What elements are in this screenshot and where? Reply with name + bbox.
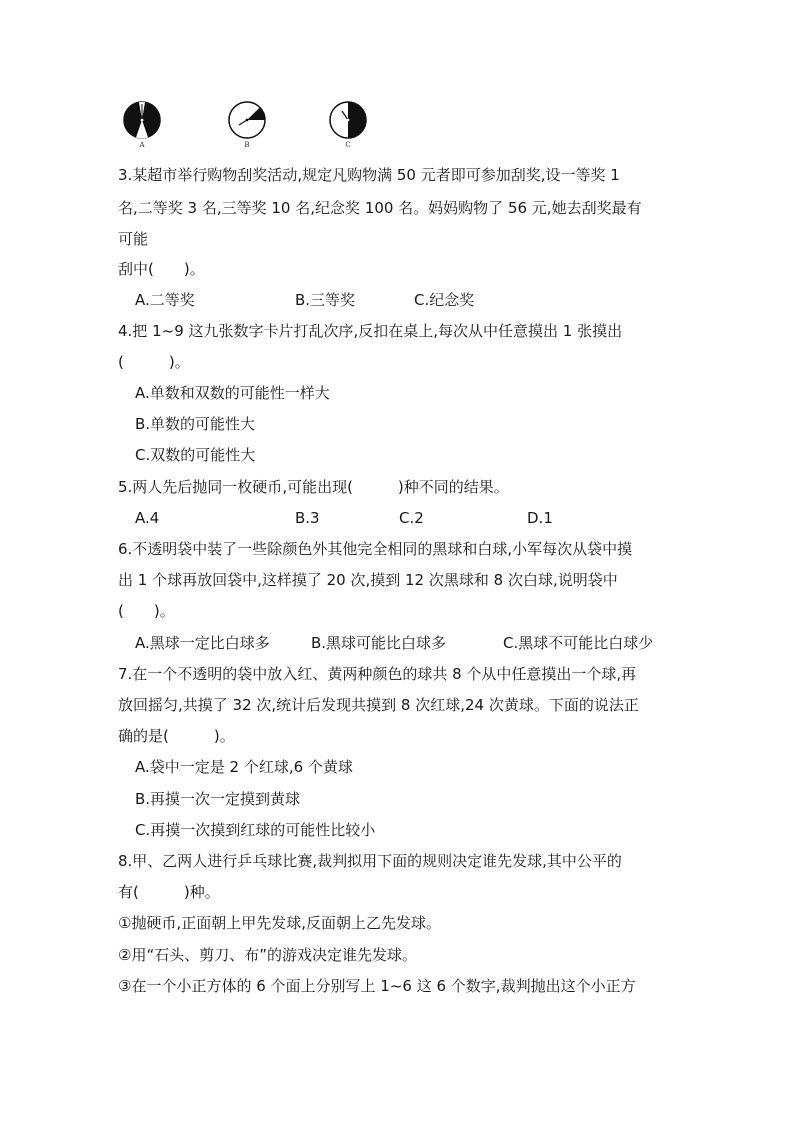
q7-line-3: 确的是( )。: [118, 727, 235, 745]
q6-option-c: C.黑球不可能比白球少: [503, 634, 654, 652]
q5-option-d: D.1: [527, 509, 553, 527]
q3-option-a: A.二等奖: [135, 291, 195, 309]
q5-line-1: 5.两人先后抛同一枚硬币,可能出现( )种不同的结果。: [118, 478, 509, 496]
spinner-c-label: C: [345, 141, 351, 149]
q3-option-b: B.三等奖: [295, 291, 356, 309]
q4-option-b: B.单数的可能性大: [135, 415, 256, 433]
spinner-b-drawing: [227, 100, 267, 140]
q7-option-b: B.再摸一次一定摸到黄球: [135, 790, 301, 808]
q6-option-a: A.黑球一定比白球多: [135, 634, 270, 652]
q5-option-c: C.2: [399, 509, 424, 527]
q6-line-2: 出 1 个球再放回袋中,这样摸了 20 次,摸到 12 次黑球和 8 次白球,说明袋中: [118, 571, 618, 589]
q6-line-3: ( )。: [118, 602, 175, 620]
q8-line-2: 有( )种。: [118, 883, 220, 901]
q8-rule-2: ②用“石头、剪刀、布”的游戏决定谁先发球。: [118, 946, 417, 964]
spinner-a: [122, 100, 162, 152]
spinner-c: [328, 100, 368, 152]
q3-line-3: 可能: [118, 230, 149, 248]
q5-option-a: A.4: [135, 509, 160, 527]
spinner-c-drawing: [328, 100, 368, 140]
q7-option-c: C.再摸一次摸到红球的可能性比较小: [135, 821, 376, 839]
q3-option-c: C.纪念奖: [414, 291, 475, 309]
q7-option-a: A.袋中一定是 2 个红球,6 个黄球: [135, 758, 353, 776]
q3-line-2: 名,二等奖 3 名,三等奖 10 名,纪念奖 100 名。妈妈购物了 56 元,她去刮奖最有: [118, 199, 642, 217]
q5-option-b: B.3: [295, 509, 320, 527]
spinner-b: [227, 100, 267, 152]
q6-line-1: 6.不透明袋中装了一些除颜色外其他完全相同的黑球和白球,小军每次从袋中摸: [118, 540, 633, 558]
q4-option-a: A.单数和双数的可能性一样大: [135, 384, 330, 402]
spinner-a-label: A: [139, 141, 145, 149]
q3-line-4: 刮中( )。: [118, 260, 205, 278]
q6-option-b: B.黑球可能比白球多: [311, 634, 447, 652]
q8-rule-3: ③在一个小正方体的 6 个面上分别写上 1~6 这 6 个数字,裁判抛出这个小正方: [118, 977, 636, 995]
q8-line-1: 8.甲、乙两人进行乒乓球比赛,裁判拟用下面的规则决定谁先发球,其中公平的: [118, 852, 622, 870]
q8-rule-1: ①抛硬币,正面朝上甲先发球,反面朝上乙先发球。: [118, 914, 441, 932]
q4-line-2: ( )。: [118, 353, 190, 371]
spinner-figures: [118, 100, 378, 152]
q7-line-1: 7.在一个不透明的袋中放入红、黄两种颜色的球共 8 个从中任意摸出一个球,再: [118, 665, 637, 683]
q7-line-2: 放回摇匀,共摸了 32 次,统计后发现共摸到 8 次红球,24 次黄球。下面的说法正: [118, 696, 639, 714]
q4-option-c: C.双数的可能性大: [135, 446, 256, 464]
spinner-b-label: B: [244, 141, 250, 149]
q3-line-1: 3.某超市举行购物刮奖活动,规定凡购物满 50 元者即可参加刮奖,设一等奖 1: [118, 166, 620, 184]
q4-line-1: 4.把 1~9 这九张数字卡片打乱次序,反扣在桌上,每次从中任意摸出 1 张摸出: [118, 322, 623, 340]
spinner-a-drawing: [122, 100, 162, 140]
